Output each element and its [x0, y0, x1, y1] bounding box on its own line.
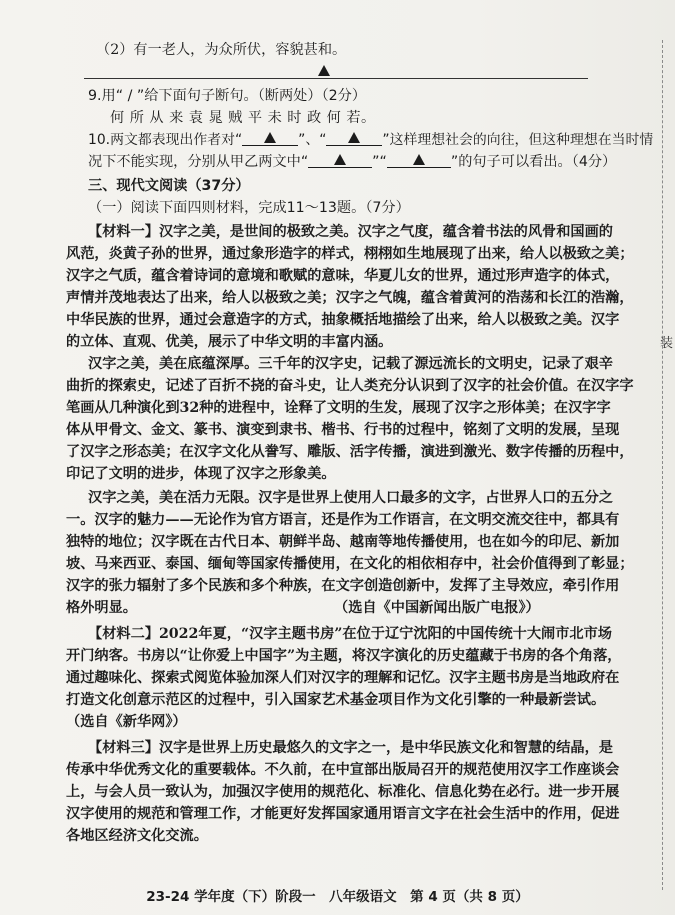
binding-mark: 装 [660, 336, 674, 351]
answer-blank[interactable] [242, 131, 298, 146]
material-1-line: 风范，炎黄子孙的世界，通过象形造字的样式，栩栩如生地展现了出来，给人以极致之美； [66, 246, 634, 262]
triangle-icon [264, 132, 276, 143]
material-1-line: 声情并茂地表达了出来，给人以极致之美；汉字之气魄，蕴含着黄河的浩荡和长江的浩瀚， [66, 290, 634, 306]
material-3-line: 上，与会人员一致认为，加强汉字使用的规范化、标准化、信息化势在必行。进一步开展 [66, 784, 620, 800]
separator-triangle-icon [318, 65, 330, 76]
material-3-line: 【材料三】汉字是世界上历史最悠久的文字之一，是中华民族文化和智慧的结晶，是 [88, 740, 613, 756]
material-1-line: 中华民族的世界，通过会意造字的方式，抽象概括地描绘了出来，给人以极致之美。汉字 [66, 312, 620, 328]
question-9-sentence: 何 所 从 来 袁 晁 贼 平 未 时 政 何 若。 [110, 110, 376, 126]
material-1-line: 【材料一】汉字之美，是世间的极致之美。汉字之气度，蕴含着书法的风骨和国画的 [88, 224, 613, 240]
material-2-line: 开门纳客。书房以“让你爱上中国字”为主题，将汉字演化的历史蕴藏于书房的各个角落， [66, 648, 622, 664]
question-10-line-1: 10.两文都表现出作者对“ ”、“ ”这样理想社会的向往，但这种理想在当时情 [88, 132, 654, 148]
page-footer: 23-24 学年度（下）阶段一 八年级语文 第 4 页（共 8 页） [146, 889, 529, 905]
answer-blank[interactable] [387, 153, 451, 168]
material-2-line: 通过趣味化、探索式阅览体验加深人们对汉字的理解和记忆。汉字主题书房是当地政府在 [66, 670, 620, 686]
material-1-line: 坡、马来西亚、泰国、缅甸等国家传播使用，在文化的相依相存中，社会价值得到了彰显； [66, 556, 634, 572]
material-1-line: 了汉字之形态美；在汉字文化从誊写、雕版、活字传播，演进到激光、数字传播的历程中， [66, 444, 634, 460]
triangle-icon [348, 132, 360, 143]
material-2-line: 【材料二】2022年夏，“汉字主题书房”在位于辽宁沈阳的中国传统十大闹市北市场 [88, 626, 612, 642]
material-1-line: 的立体、直观、优美，展示了中华文明的丰富内涵。 [66, 334, 393, 350]
triangle-icon [413, 154, 425, 165]
material-1-line: 汉字之美，美在底蕴深厚。三千年的汉字史，记载了源远流长的文明史，记录了艰辛 [88, 356, 613, 372]
material-1-line: 一。汉字的魅力——无论作为官方语言，还是作为工作语言，在文明交流交往中，都具有 [66, 512, 620, 528]
subsection-1-heading: （一）阅读下面四则材料，完成11～13题。（7分） [88, 200, 410, 216]
material-2-line: 打造文化创意示范区的过程中，引入国家艺术基金项目作为文化引擎的一种最新尝试。 [66, 692, 606, 708]
question-10-line-2: 况下不能实现，分别从甲乙两文中“ ”“ ”的句子可以看出。（4分） [88, 154, 617, 170]
material-1-line: 汉字的张力辐射了多个民族和多个种族，在文字创造创新中，发挥了主导效应，牵引作用 [66, 578, 620, 594]
material-1-line: 汉字之气质，蕴含着诗词的意境和歌赋的意味，华夏儿女的世界，通过形声造字的体式， [66, 268, 620, 284]
section-3-heading: 三、现代文阅读（37分） [88, 178, 250, 194]
material-1-line: 汉字之美，美在活力无限。汉字是世界上使用人口最多的文字，占世界人口的五分之 [88, 490, 613, 506]
question-8-2: （2）有一老人，为众所伏，容貌甚和。 [96, 42, 347, 58]
material-1-line: 笔画从几种演化到32种的进程中，诠释了文明的生发，展现了汉字之形体美；在汉字字 [66, 400, 611, 416]
material-1-line: 格外明显。 [66, 600, 137, 616]
material-3-line: 各地区经济文化交流。 [66, 828, 208, 844]
material-3-line: 传承中华优秀文化的重要载体。不久前，在中宣部出版局召开的规范使用汉字工作座谈会 [66, 762, 620, 778]
answer-blank[interactable] [308, 153, 372, 168]
material-1-line: 体从甲骨文、金文、篆书、演变到隶书、楷书、行书的过程中，铭刻了文明的发展，呈现 [66, 422, 620, 438]
separator-line [84, 78, 588, 79]
binding-dashed-line [662, 40, 663, 890]
material-1-line: 印记了文明的进步，体现了汉字之形象美。 [66, 466, 336, 482]
material-1-line: 独特的地位；汉字既在古代日本、朝鲜半岛、越南等地传播使用，也在如今的印尼、新加 [66, 534, 620, 550]
material-2-source: （选自《新华网》） [66, 714, 187, 730]
question-9-label: 9.用“ / ”给下面句子断句。（断两处）（2分） [88, 88, 367, 104]
answer-blank[interactable] [326, 131, 382, 146]
material-3-line: 汉字使用的规范和管理工作，才能更好发挥国家通用语言文字在社会生活中的作用，促进 [66, 806, 620, 822]
material-1-source: （选自《中国新闻出版广电报》） [334, 600, 540, 616]
triangle-icon [334, 154, 346, 165]
material-1-line: 曲折的探索史，记述了百折不挠的奋斗史，让人类充分认识到了汉字的社会价值。在汉字字 [66, 378, 634, 394]
